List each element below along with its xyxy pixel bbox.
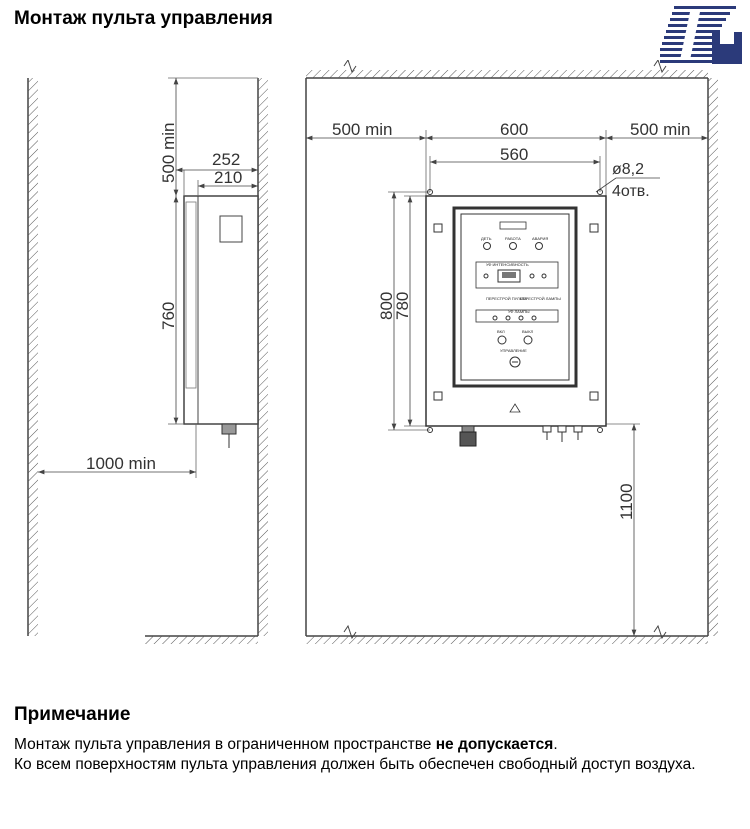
side-view: [28, 78, 268, 644]
dim-height-mount: 780: [393, 291, 412, 320]
dim-width-total: 600: [500, 120, 529, 139]
dim-depth-body: 210: [214, 168, 243, 187]
dim-depth-total: 252: [212, 150, 241, 169]
dim-hole-count: 4отв.: [612, 183, 650, 200]
note-line1-end: .: [553, 736, 558, 753]
dim-height-body: 760: [159, 301, 178, 330]
note-text: [14, 735, 734, 775]
panel-label-10: УПРАВЛЕНИЕ: [500, 348, 527, 353]
panel-label-3: АВАРИЯ: [532, 236, 549, 241]
dim-clearance-top: 500 min: [159, 122, 178, 183]
dim-clearance-left: 500 min: [332, 120, 393, 139]
installation-drawing: [0, 60, 750, 660]
panel-label-7: УФ ЛАМПЫ: [508, 309, 530, 314]
panel-label-6: ПЕРЕСТРОЙ ЛАМПЫ: [520, 296, 561, 301]
front-view: [306, 60, 718, 644]
dim-height-total: 800: [377, 291, 396, 320]
company-logo: [660, 2, 744, 68]
panel-label-8: ВКЛ: [497, 329, 505, 334]
note-heading: Примечание: [14, 704, 131, 725]
dim-clearance-front: 1000 min: [86, 454, 156, 473]
dim-floor-height: 1100: [617, 483, 636, 520]
note-line2: Ко всем поверхностям пульта управления должен быть обеспечен свободный доступ воздуха.: [14, 756, 696, 773]
note-line1: Монтаж пульта управления в ограниченном пространстве: [14, 736, 436, 753]
dim-hole-diameter: ø8,2: [612, 161, 645, 178]
panel-label-1: ДЕТЬ: [481, 236, 492, 241]
panel-label-2: РАБОТА: [505, 236, 521, 241]
note-line1-bold: не допускается: [435, 736, 554, 753]
dim-mount-spacing: 560: [500, 145, 529, 164]
panel-label-9: ВЫКЛ: [522, 329, 534, 334]
panel-label-5: ПЕРЕСТРОЙ ПУЛЬТА: [486, 296, 527, 301]
page-title: Монтаж пульта управления: [14, 8, 273, 29]
panel-label-4: УФ ИНТЕНСИВНОСТЬ: [486, 262, 529, 267]
dim-clearance-right: 500 min: [630, 120, 691, 139]
